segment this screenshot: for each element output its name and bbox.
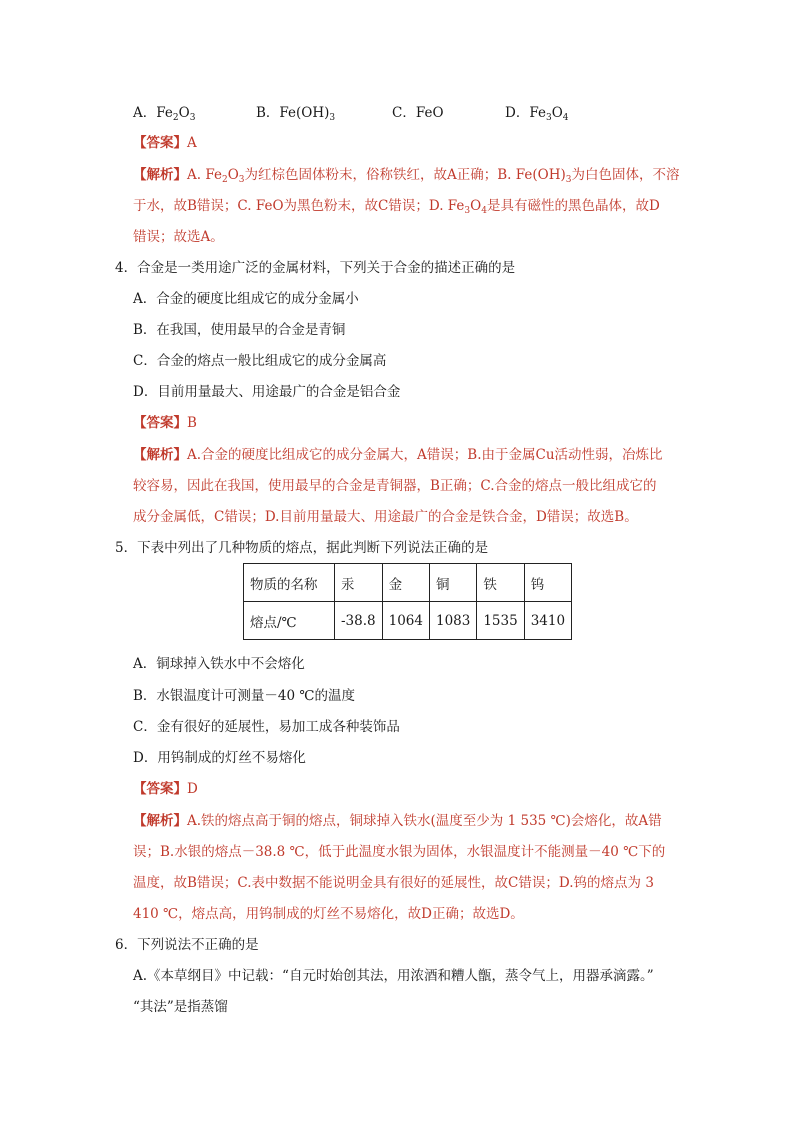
table-cell: -38.8	[335, 602, 383, 640]
q4-stem: 4．合金是一类用途广泛的金属材料，下列关于合金的描述正确的是	[115, 260, 516, 276]
table-cell: 汞	[335, 564, 383, 602]
table-cell: 3410	[524, 602, 571, 640]
q5-stem: 5．下表中列出了几种物质的熔点，据此判断下列说法正确的是	[115, 540, 489, 556]
table-row	[244, 564, 572, 602]
q3-option-d: D．$Fe_3O_4$	[505, 105, 569, 123]
q6-stem: 6．下列说法不正确的是	[115, 937, 259, 953]
q6-option-a-line-1: A.《本草纲目》中记载：“自元时始创其法，用浓酒和糟人甑，蒸令气上，用器承滴露。”	[133, 968, 654, 984]
table-cell: 物质的名称	[244, 564, 335, 602]
q4-option-a: A．合金的硬度比组成它的成分金属小	[133, 291, 359, 307]
q3-option-c: C．FeO	[392, 105, 444, 121]
q3-analysis-line-3: 错误；故选A。	[133, 229, 224, 245]
table-cell: 1083	[429, 602, 476, 640]
q4-analysis-line-1: 【解析】A.合金的硬度比组成它的成分金属大，A错误；B.由于金属Cu活动性弱，冶炼比	[133, 447, 663, 463]
q4-option-d: D．目前用量最大、用途最广的合金是铝合金	[133, 384, 401, 400]
q3-option-a: A．$Fe_2O_3$	[133, 105, 196, 123]
table-cell: 熔点/℃	[244, 602, 335, 640]
q5-option-d: D．用钨制成的灯丝不易熔化	[133, 750, 306, 766]
table-cell: 1535	[477, 602, 524, 640]
q3-option-b: B．$Fe(OH)_3$	[256, 105, 336, 123]
table-cell: 铜	[429, 564, 476, 602]
q4-option-c: C．合金的熔点一般比组成它的成分金属高	[133, 353, 387, 369]
q6-option-a-line-2: “其法”是指蒸馏	[133, 999, 228, 1015]
q5-answer: 【答案】D	[133, 781, 198, 797]
q4-answer: 【答案】B	[133, 415, 197, 431]
q3-answer: 【答案】A	[133, 135, 197, 151]
table-cell: 钨	[524, 564, 571, 602]
table-cell: 铁	[477, 564, 524, 602]
q4-analysis-line-2: 较容易，因此在我国，使用最早的合金是青铜器，B正确；C.合金的熔点一般比组成它的	[133, 478, 657, 494]
q5-option-c: C．金有很好的延展性，易加工成各种装饰品	[133, 719, 400, 735]
q3-analysis-line-1: 【解析】A. $Fe_2O_3$为红棕色固体粉末，俗称铁红，故A正确；B. $Fe(OH)_3$为白色固体，不溶	[133, 167, 680, 185]
melting-point-table	[243, 563, 572, 640]
q5-analysis-line-4: 410 ℃，熔点高，用钨制成的灯丝不易熔化，故D正确；故选D。	[133, 906, 524, 922]
table-cell: 金	[382, 564, 429, 602]
table-row	[244, 602, 572, 640]
q5-analysis-line-2: 误；B.水银的熔点－38.8 ℃，低于此温度水银为固体，水银温度计不能测量－40 ℃下的	[133, 844, 666, 860]
q5-analysis-line-1: 【解析】A.铁的熔点高于铜的熔点，铜球掉入铁水(温度至少为 1 535 ℃)会熔化，故A错	[133, 813, 662, 829]
q4-option-b: B．在我国，使用最早的合金是青铜	[133, 322, 346, 338]
table-cell: 1064	[382, 602, 429, 640]
q3-analysis-line-2: 于水，故B错误；C. FeO为黑色粉末，故C错误；D. $Fe_3O_4$是具有磁性的黑色晶体，故D	[133, 198, 660, 216]
q5-option-a: A．铜球掉入铁水中不会熔化	[133, 656, 305, 672]
q5-analysis-line-3: 温度，故B错误；C.表中数据不能说明金具有很好的延展性，故C错误；D.钨的熔点为 3	[133, 875, 654, 891]
q4-analysis-line-3: 成分金属低，C错误；D.目前用量最大、用途最广的合金是铁合金，D错误；故选B。	[133, 509, 638, 525]
q5-option-b: B．水银温度计可测量－40 ℃的温度	[133, 688, 355, 704]
